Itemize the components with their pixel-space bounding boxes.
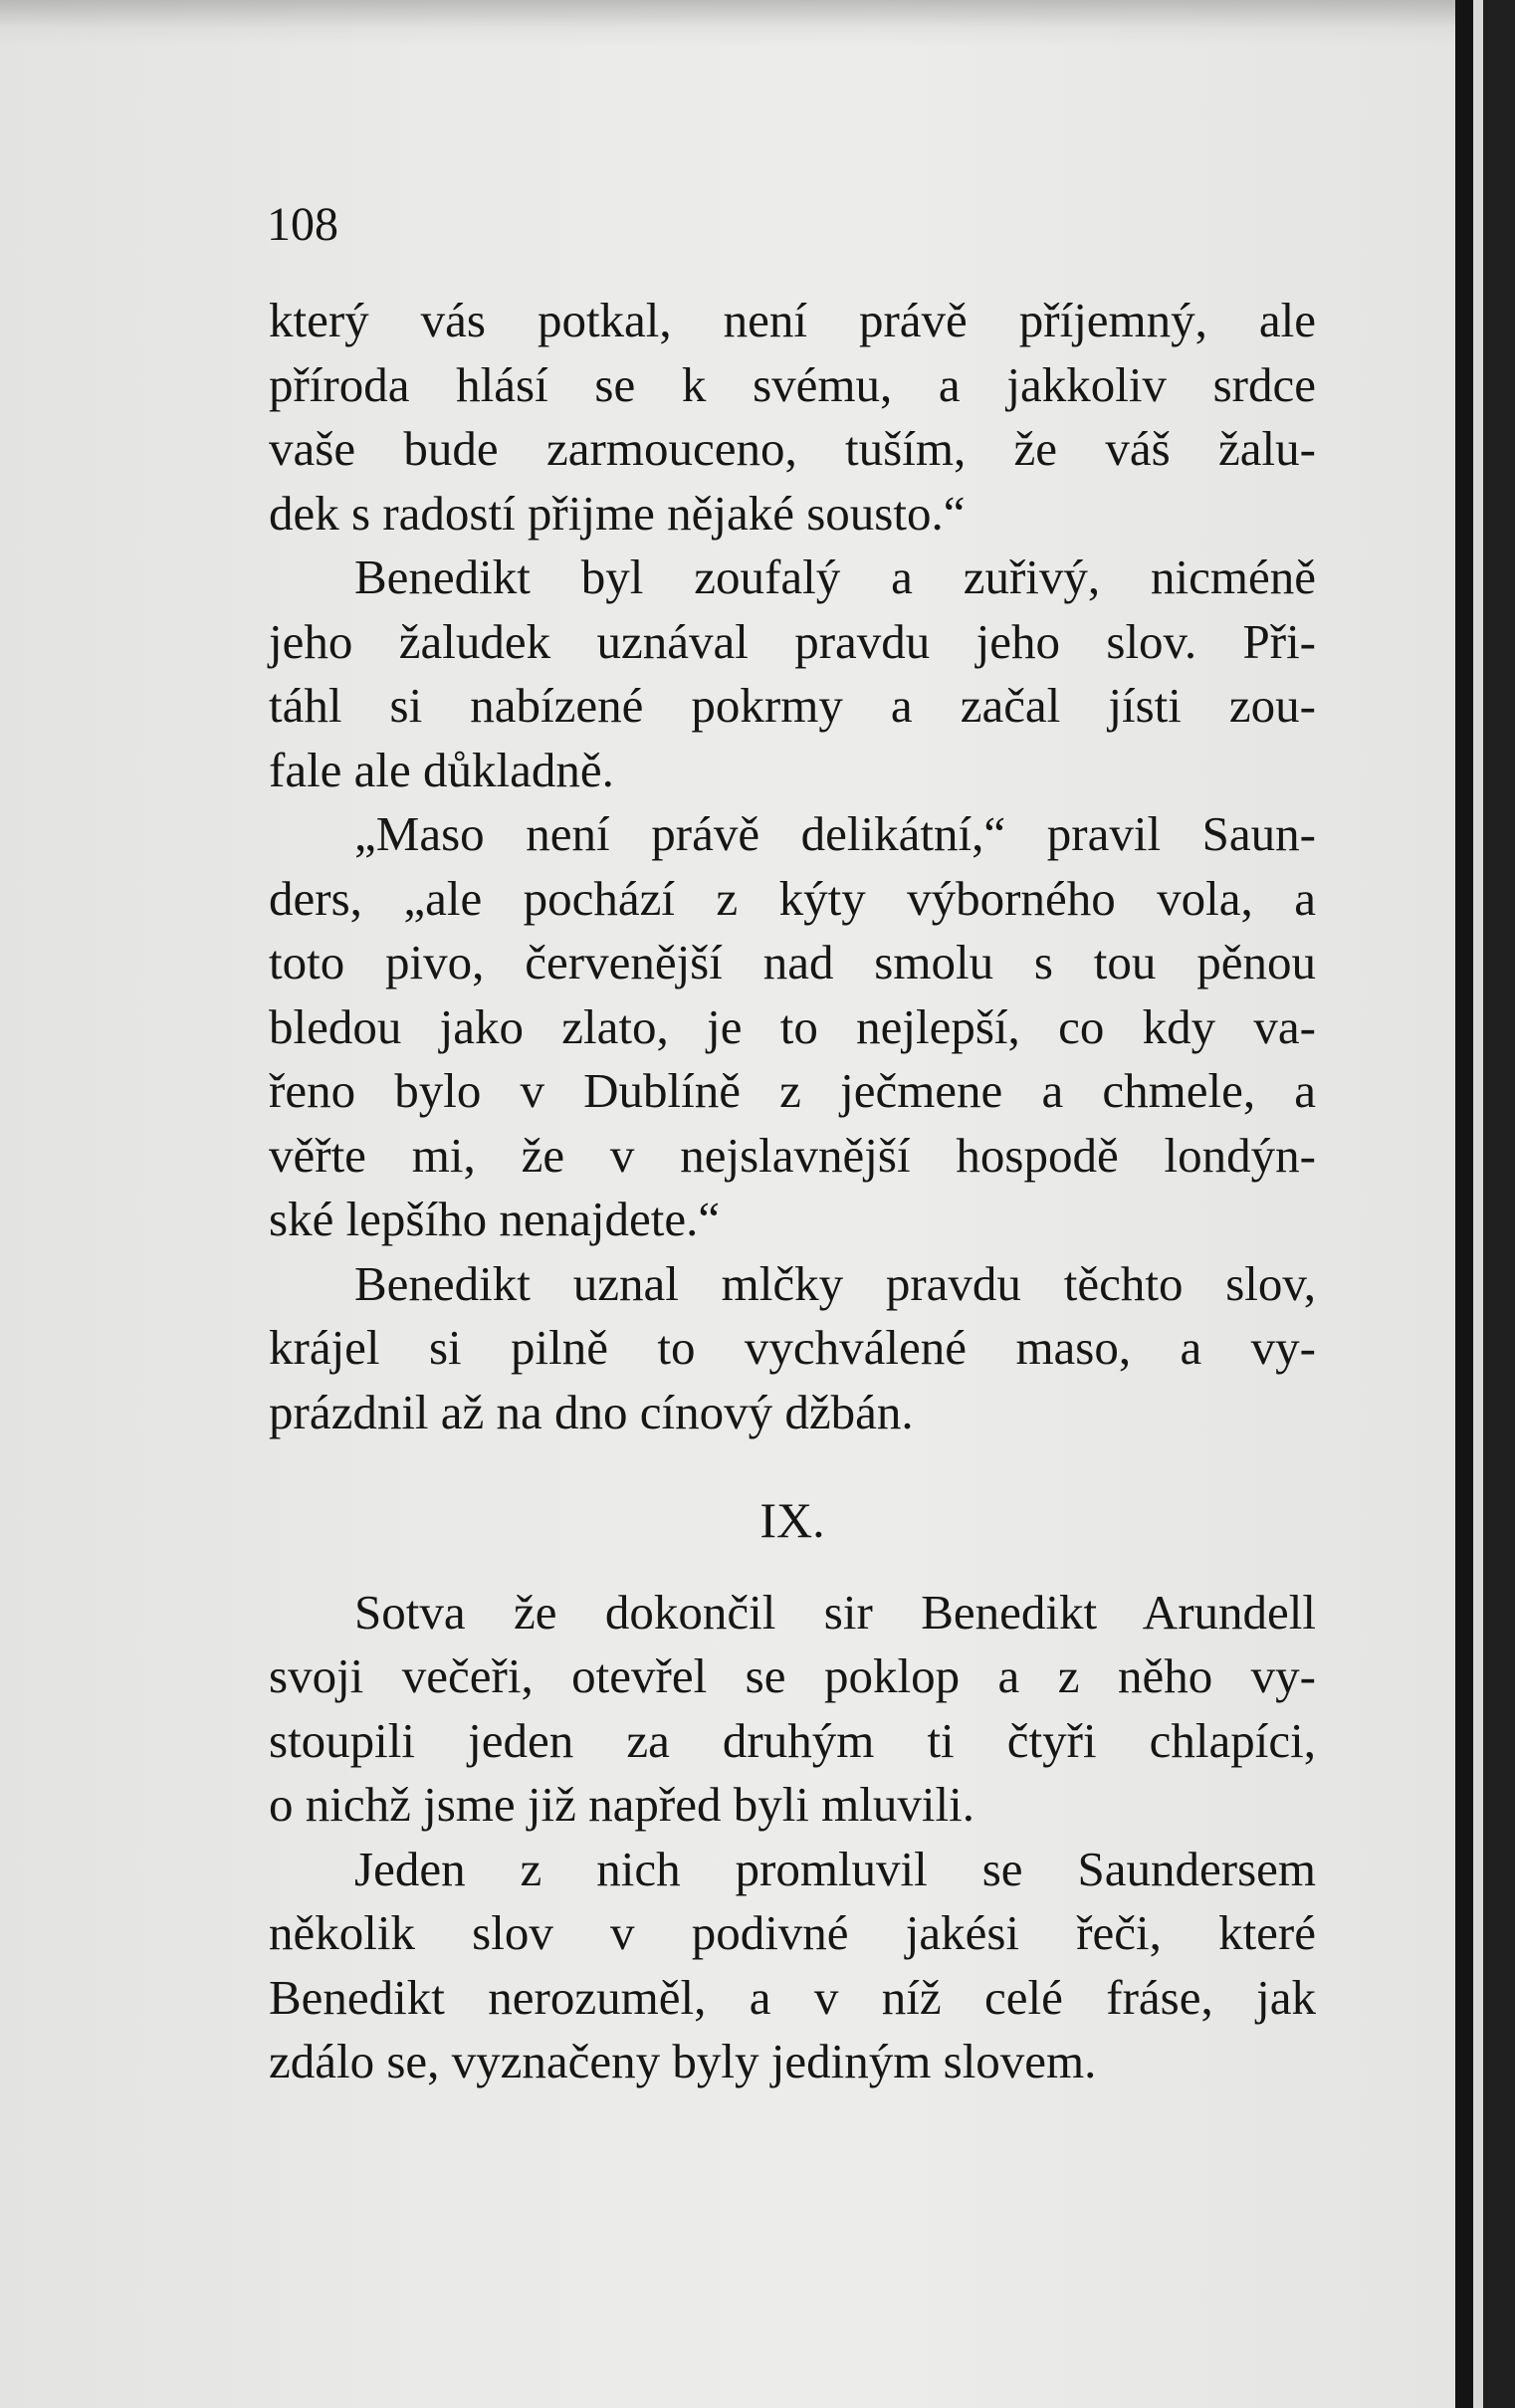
text-line: krájel si pilně to vychválené maso, a vy- — [269, 1320, 1316, 1375]
text-line: několik slov v podivné jakési řeči, které — [269, 1905, 1316, 1960]
text-line: fale ale důkladně. — [269, 742, 614, 797]
text-line: Sotva že dokončil sir Benedikt Arundell — [354, 1584, 1316, 1640]
text-line: Benedikt uznal mlčky pravdu těchto slov, — [354, 1255, 1316, 1311]
text-line: řeno bylo v Dublíně z ječmene a chmele, a — [269, 1063, 1316, 1118]
facing-page-edge — [1473, 0, 1483, 2408]
text-line: věřte mi, že v nejslavnější hospodě londýn- — [269, 1127, 1316, 1183]
text-line: Jeden z nich promluvil se Saundersem — [354, 1841, 1316, 1896]
page-text — [269, 289, 1316, 2094]
text-line: bledou jako zlato, je to nejlepší, co kdy va- — [269, 998, 1316, 1054]
text-line: prázdnil až na dno cínový džbán. — [269, 1384, 914, 1439]
text-line: ders, „ale pochází z kýty výborného vola, a — [269, 870, 1316, 926]
text-line: toto pivo, červenější nad smolu s tou pěnou — [269, 935, 1316, 989]
chapter-heading: IX. — [759, 1492, 825, 1548]
text-line: který vás potkal, není právě příjemný, ale — [269, 293, 1316, 347]
book-spine-shadow — [1455, 0, 1473, 2408]
text-line: jeho žaludek uznával pravdu jeho slov. Při- — [269, 613, 1316, 669]
text-line: stoupili jeden za druhým ti čtyři chlapíci, — [269, 1712, 1316, 1768]
text-line: příroda hlásí se k svému, a jakkoliv srdce — [269, 356, 1316, 412]
text-line: „Maso není právě delikátní,“ pravil Saun- — [354, 806, 1316, 861]
text-line: táhl si nabízené pokrmy a začal jísti zou- — [269, 678, 1316, 733]
text-line: dek s radostí přijme nějaké sousto.“ — [269, 485, 966, 541]
text-line: ské lepšího nenajdete.“ — [269, 1192, 721, 1246]
text-line: vaše bude zarmouceno, tuším, že váš žalu- — [269, 421, 1316, 476]
book-binding-edge — [1483, 0, 1515, 2408]
page-number: 108 — [267, 198, 338, 251]
text-line: zdálo se, vyznačeny byly jediným slovem. — [269, 2034, 1097, 2088]
text-line: o nichž jsme již napřed byli mluvili. — [269, 1777, 974, 1832]
text-line: svoji večeři, otevřel se poklop a z něho vy- — [269, 1648, 1316, 1703]
page-top-shadow — [0, 0, 1455, 46]
text-line: Benedikt nerozuměl, a v níž celé fráse, jak — [269, 1969, 1316, 2025]
text-line: Benedikt byl zoufalý a zuřivý, nicméně — [354, 549, 1316, 604]
